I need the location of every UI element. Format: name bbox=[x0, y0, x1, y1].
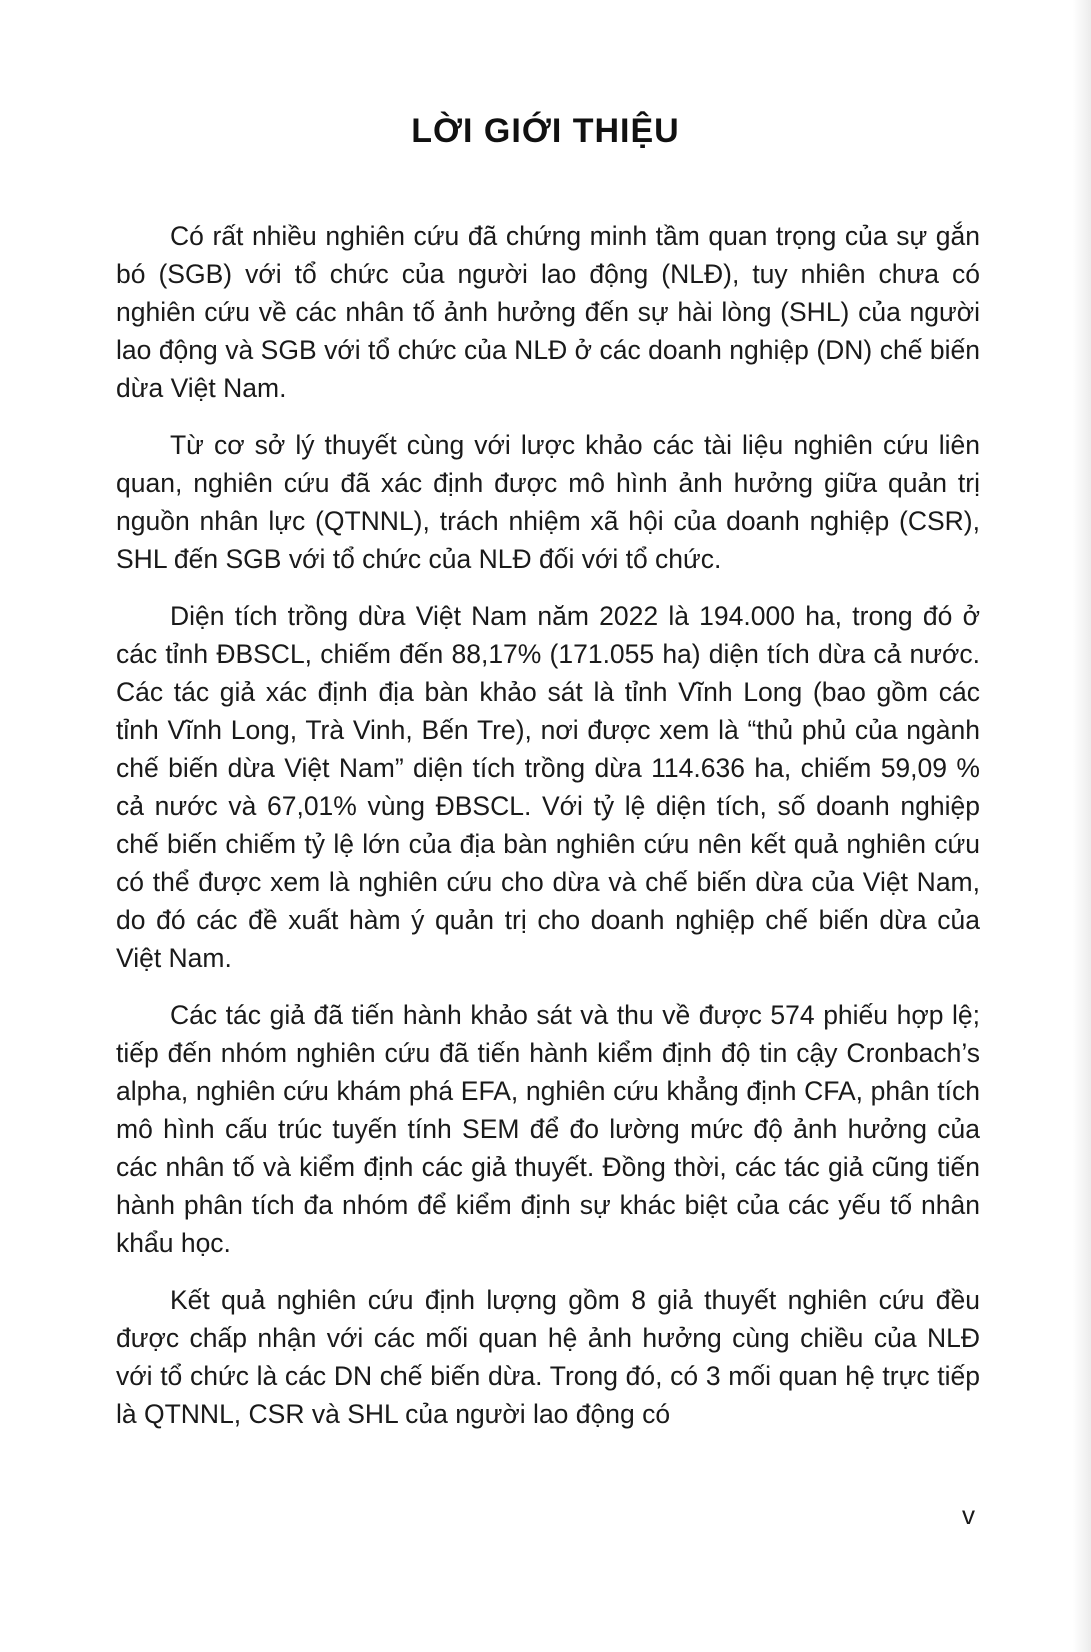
page-title: LỜI GIỚI THIỆU bbox=[411, 112, 680, 150]
page-edge-shadow bbox=[1073, 0, 1091, 1652]
paragraph-3: Diện tích trồng dừa Việt Nam năm 2022 là 194.000 ha, trong đó ở các tỉnh ĐBSCL, chiếm đến 88,17% (171.055 ha) diện tích dừa cả nước. Các tác giả xác định địa bàn khảo sát là tỉnh Vĩnh Long (bao gồm các tỉnh Vĩnh Long, Trà Vinh, Bến Tre), nơi được xem là “thủ phủ của ngành chế biến dừa Việt Nam” diện tích trồng dừa 114.636 ha, chiếm 59,09 % cả nước và 67,01% vùng ĐBSCL. Với tỷ lệ diện tích, số doanh nghiệp chế biến chiếm tỷ lệ lớn của địa bàn nghiên cứu nên kết quả nghiên cứu có thể được xem là nghiên cứu cho dừa và chế biến dừa của Việt Nam, do đó các đề xuất hàm ý quản trị cho doanh nghiệp chế biến dừa của Việt Nam. bbox=[116, 601, 980, 973]
page-number: v bbox=[962, 1500, 975, 1530]
paragraph-1: Có rất nhiều nghiên cứu đã chứng minh tầm quan trọng của sự gắn bó (SGB) với tổ chức của người lao động (NLĐ), tuy nhiên chưa có nghiên cứu về các nhân tố ảnh hưởng đến sự hài lòng (SHL) của người lao động và SGB với tổ chức của NLĐ ở các doanh nghiệp (DN) chế biến dừa Việt Nam. bbox=[116, 221, 980, 403]
paragraph-4: Các tác giả đã tiến hành khảo sát và thu về được 574 phiếu hợp lệ; tiếp đến nhóm nghiên cứu đã tiến hành kiểm định độ tin cậy Cronbach’s alpha, nghiên cứu khám phá EFA, nghiên cứu khẳng định CFA, phân tích mô hình cấu trúc tuyến tính SEM để đo lường mức độ ảnh hưởng của các nhân tố và kiểm định các giả thuyết. Đồng thời, các tác giả cũng tiến hành phân tích đa nhóm để kiểm định sự khác biệt của các yếu tố nhân khẩu học. bbox=[116, 1000, 980, 1258]
paragraph-2: Từ cơ sở lý thuyết cùng với lược khảo các tài liệu nghiên cứu liên quan, nghiên cứu đã xác định được mô hình ảnh hưởng giữa quản trị nguồn nhân lực (QTNNL), trách nhiệm xã hội của doanh nghiệp (CSR), SHL đến SGB với tổ chức của NLĐ đối với tổ chức. bbox=[116, 430, 980, 574]
paragraph-5: Kết quả nghiên cứu định lượng gồm 8 giả thuyết nghiên cứu đều được chấp nhận với các mối quan hệ ảnh hưởng cùng chiều của NLĐ với tổ chức là các DN chế biến dừa. Trong đó, có 3 mối quan hệ trực tiếp là QTNNL, CSR và SHL của người lao động có bbox=[116, 1285, 980, 1429]
body-text bbox=[116, 217, 980, 1452]
